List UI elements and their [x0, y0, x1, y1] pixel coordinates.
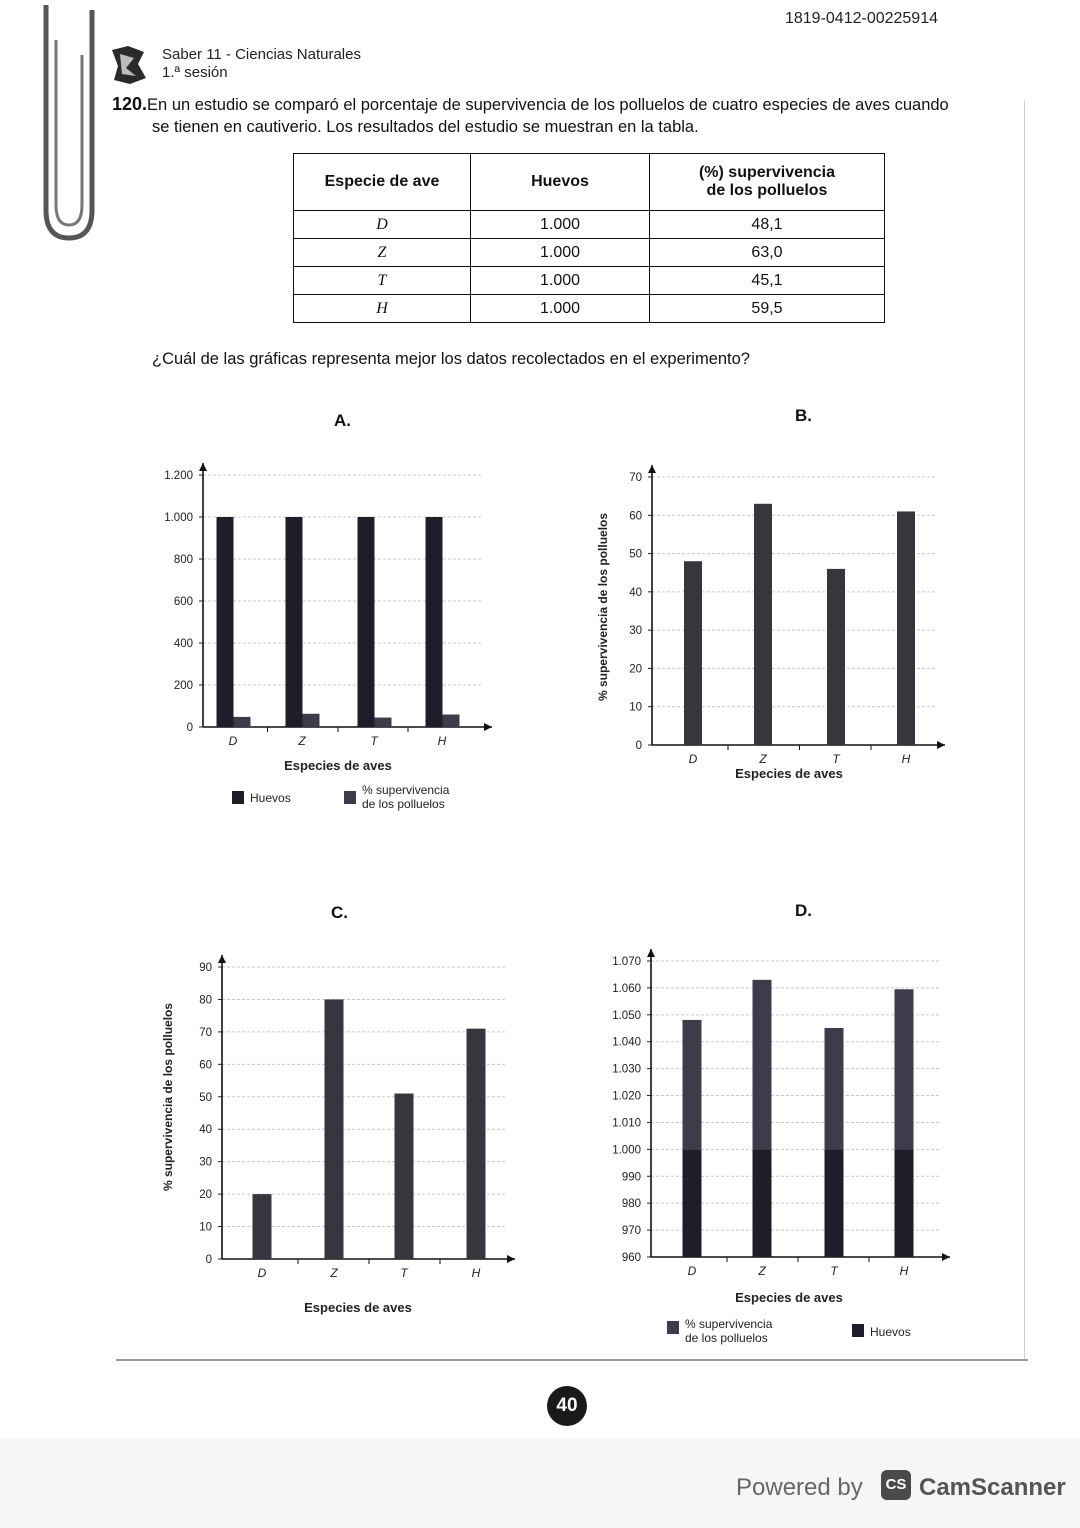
table-cell: H	[294, 295, 471, 323]
legend-swatch	[667, 1321, 679, 1334]
y-tick-label: 50	[629, 548, 642, 561]
bar	[234, 717, 251, 727]
y-tick-label: 20	[199, 1189, 212, 1202]
bar	[395, 1094, 414, 1259]
y-tick-label: 0	[186, 722, 193, 734]
x-axis-arrow	[937, 741, 945, 749]
y-tick-label: 40	[629, 586, 642, 599]
y-tick-label: 30	[629, 625, 642, 638]
x-tick-label: H	[471, 1266, 481, 1280]
y-tick-label: 400	[173, 638, 193, 650]
bar	[684, 561, 702, 745]
bar	[827, 569, 845, 745]
y-tick-label: 10	[199, 1221, 212, 1234]
x-tick-label: D	[688, 752, 698, 766]
legend-label: % supervivencia	[362, 783, 450, 797]
y-tick-label: 50	[199, 1091, 212, 1104]
y-tick-label: 960	[621, 1252, 641, 1264]
bar	[358, 517, 375, 727]
legend-swatch	[344, 791, 356, 804]
table-cell: D	[294, 211, 471, 239]
legend-label: Huevos	[250, 791, 291, 805]
legend-label: de los polluelos	[362, 797, 445, 811]
x-axis-title: Especies de aves	[304, 1300, 412, 1315]
y-tick-label: 1.020	[612, 1090, 641, 1103]
y-axis-arrow	[218, 955, 226, 963]
exam-title: Saber 11 - Ciencias Naturales	[162, 46, 361, 63]
table-header-line: de los polluelos	[706, 182, 828, 199]
table-cell: 48,1	[650, 211, 885, 239]
table-header: Especie de ave	[294, 154, 471, 211]
x-tick-label: T	[832, 752, 840, 766]
y-tick-label: 1.060	[612, 982, 641, 995]
option-b-label: B.	[795, 406, 812, 425]
table-header-line: (%) supervivencia	[698, 164, 836, 181]
powered-by-text: Powered by	[736, 1474, 863, 1501]
x-tick-label: Z	[298, 734, 306, 748]
y-tick-label: 60	[199, 1059, 212, 1072]
x-axis-title: Especies de aves	[735, 1290, 843, 1305]
chart-d	[612, 949, 950, 1345]
bar	[375, 718, 392, 727]
bar	[286, 517, 303, 727]
y-tick-label: 800	[173, 554, 193, 566]
bar-segment	[895, 989, 914, 1149]
legend-swatch	[232, 791, 244, 804]
x-tick-label: D	[228, 734, 238, 748]
x-tick-label: H	[437, 734, 447, 748]
bar	[467, 1029, 486, 1259]
exam-session: 1.ª sesión	[162, 64, 228, 81]
table-cell: Z	[294, 239, 471, 267]
table-cell: 1.000	[471, 267, 650, 295]
y-tick-label: 200	[173, 680, 193, 692]
y-tick-label: 600	[173, 596, 193, 608]
x-tick-label: D	[257, 1266, 267, 1280]
table-cell: 1.000	[471, 295, 650, 323]
bar	[325, 999, 344, 1259]
legend-label: % supervivencia	[685, 1317, 773, 1331]
legend-label: Huevos	[870, 1325, 911, 1339]
bar-segment	[825, 1028, 844, 1149]
option-d-label: D.	[795, 901, 812, 920]
y-tick-label: 80	[199, 994, 212, 1007]
y-tick-label: 70	[199, 1026, 212, 1039]
camscanner-logo-icon: CS	[881, 1470, 911, 1500]
x-tick-label: D	[687, 1264, 697, 1278]
table-cell: T	[294, 267, 471, 295]
x-tick-label: T	[370, 734, 378, 748]
y-tick-label: 60	[629, 510, 642, 523]
y-tick-label: 1.000	[164, 512, 193, 524]
question-line-1: En un estudio se comparó el porcentaje de supervivencia de los polluelos de cuatro especies de aves cuando	[147, 96, 949, 114]
y-tick-label: 1.010	[612, 1117, 641, 1130]
x-axis-arrow	[942, 1253, 950, 1261]
y-tick-label: 1.070	[612, 956, 641, 968]
bar-segment	[895, 1149, 914, 1257]
y-axis-title: % supervivencia de los polluelos	[161, 1002, 175, 1192]
x-tick-label: Z	[330, 1266, 338, 1280]
bar	[217, 517, 234, 727]
x-axis-title: Especies de aves	[284, 758, 392, 773]
document-id: 1819-0412-00225914	[784, 10, 938, 27]
y-tick-label: 1.200	[164, 470, 193, 482]
question-number: 120.	[112, 94, 148, 114]
y-tick-label: 1.050	[612, 1009, 641, 1022]
bar-segment	[753, 1149, 772, 1257]
x-tick-label: H	[901, 752, 911, 766]
question-prompt: ¿Cuál de las gráficas representa mejor los datos recolectados en el experimento?	[152, 350, 750, 368]
bar	[897, 511, 915, 745]
y-axis-title: % supervivencia de los polluelos	[596, 512, 610, 702]
y-tick-label: 0	[635, 740, 642, 752]
page-number: 40	[547, 1386, 587, 1426]
bar-segment	[683, 1020, 702, 1149]
table-cell: 1.000	[471, 211, 650, 239]
bar	[443, 715, 460, 727]
bar	[303, 714, 320, 727]
x-tick-label: Z	[758, 1264, 766, 1278]
page-bottom-rule	[116, 1359, 1028, 1361]
y-tick-label: 990	[621, 1171, 641, 1184]
y-axis-arrow	[647, 949, 655, 957]
y-tick-label: 30	[199, 1156, 212, 1169]
bar-segment	[825, 1149, 844, 1257]
question-line-2: se tienen en cautiverio. Los resultados del estudio se muestran en la tabla.	[152, 118, 699, 136]
y-axis-arrow	[199, 463, 207, 471]
table-cell: 63,0	[650, 239, 885, 267]
y-tick-label: 0	[205, 1254, 212, 1266]
y-axis-arrow	[648, 465, 656, 473]
table-cell: 45,1	[650, 267, 885, 295]
y-tick-label: 980	[621, 1198, 641, 1211]
y-tick-label: 970	[621, 1225, 641, 1238]
bar-segment	[683, 1149, 702, 1257]
y-tick-label: 40	[199, 1124, 212, 1137]
table-header: Huevos	[471, 154, 650, 211]
bar	[754, 504, 772, 745]
table-cell: 1.000	[471, 239, 650, 267]
bar-segment	[753, 980, 772, 1150]
y-tick-label: 90	[199, 962, 212, 974]
legend-label: de los polluelos	[685, 1331, 768, 1345]
y-tick-label: 70	[629, 472, 642, 484]
y-tick-label: 10	[629, 701, 642, 714]
scanner-footer	[0, 1438, 1080, 1528]
table-cell: 59,5	[650, 295, 885, 323]
y-tick-label: 1.030	[612, 1063, 641, 1076]
y-tick-label: 20	[629, 663, 642, 676]
camscanner-brand: CamScanner	[919, 1474, 1066, 1501]
chart-a	[164, 463, 492, 811]
x-tick-label: Z	[759, 752, 767, 766]
x-axis-title: Especies de aves	[735, 766, 843, 781]
x-tick-label: T	[400, 1266, 408, 1280]
y-tick-label: 1.000	[612, 1144, 641, 1157]
bar	[253, 1194, 272, 1259]
y-tick-label: 1.040	[612, 1036, 641, 1049]
x-tick-label: H	[899, 1264, 909, 1278]
option-a-label: A.	[334, 411, 351, 430]
x-axis-arrow	[507, 1255, 515, 1263]
x-axis-arrow	[484, 723, 492, 731]
legend-swatch	[852, 1324, 864, 1337]
chart-b	[596, 465, 945, 781]
option-c-label: C.	[331, 903, 348, 922]
bar	[426, 517, 443, 727]
x-tick-label: T	[830, 1264, 838, 1278]
chart-c	[161, 955, 515, 1315]
